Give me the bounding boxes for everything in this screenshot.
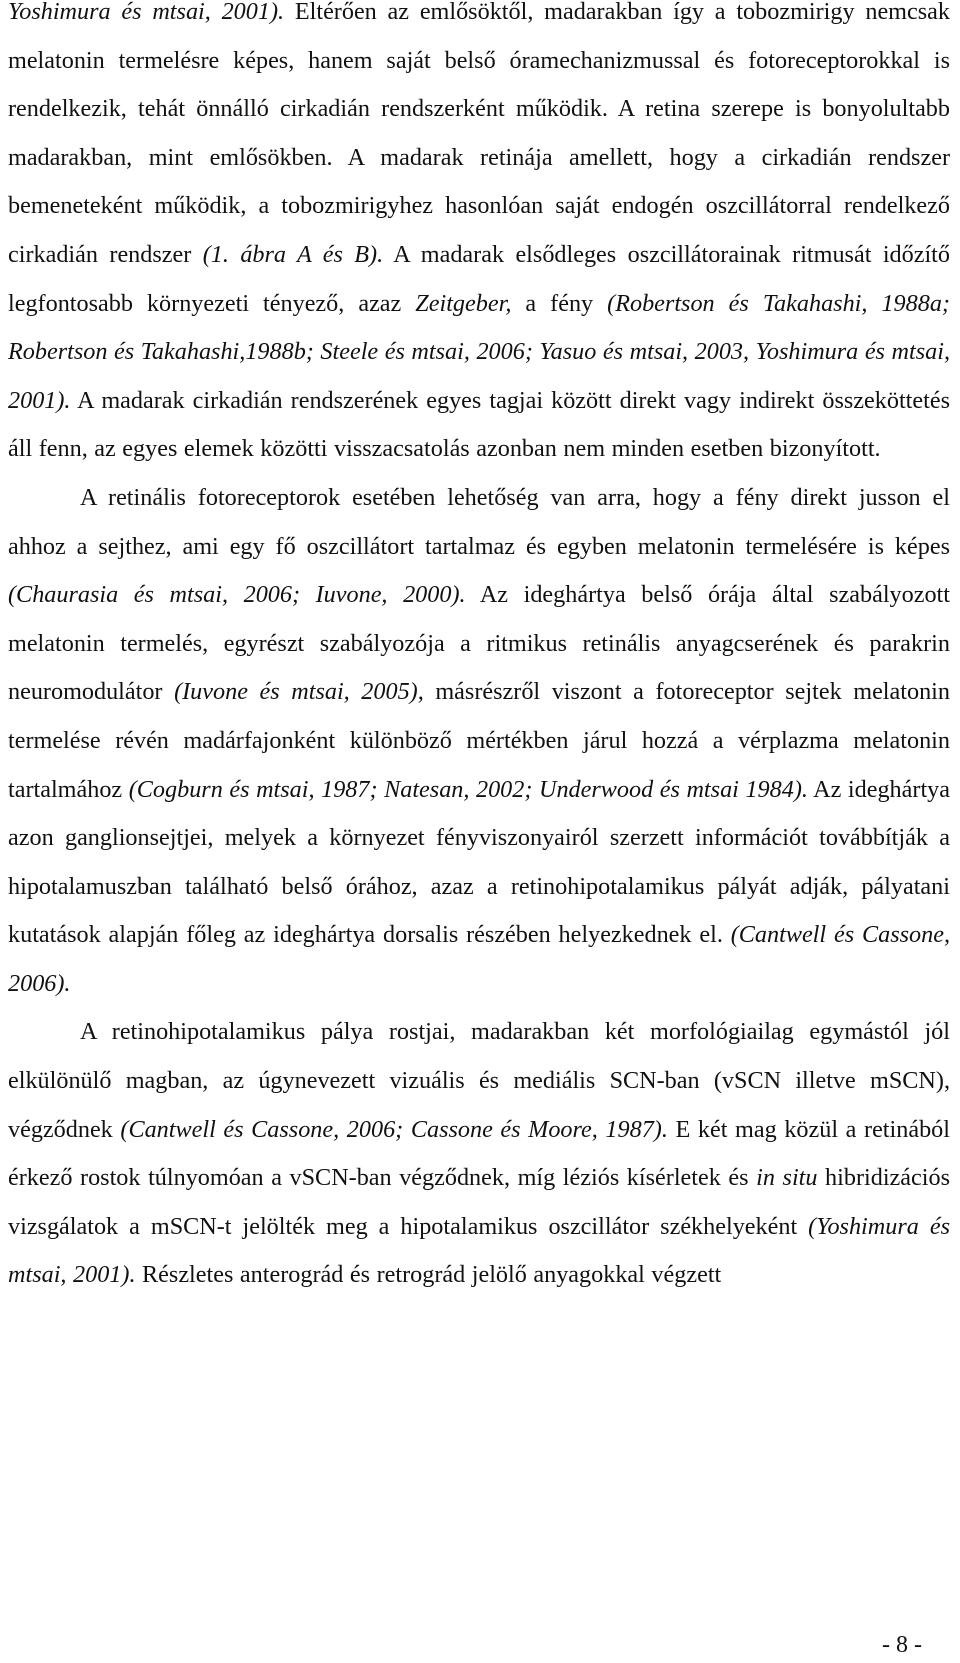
paragraph-text: E két mag közül a retinából érkező rostok túlnyomóan a vSCN-ban végződnek, míg léziós kísérletek és	[8, 1115, 950, 1192]
citation-text: (Yoshimura és mtsai, 2001).	[8, 1212, 950, 1289]
citation-text: (Iuvone és mtsai, 2005),	[174, 678, 424, 706]
paragraph-text: Részletes anterográd és retrográd jelölő anyagokkal végzett	[135, 1261, 722, 1289]
paragraph-1	[8, 0, 950, 474]
body-text	[8, 0, 950, 1300]
paragraph-text: A madarak cirkadián rendszerének egyes tagjai között direkt vagy indirekt összeköttetés áll fenn, az egyes elemek közötti visszacsatolás azonban nem minden esetben bizonyított.	[8, 386, 950, 463]
paragraph-text: hibridizációs vizsgálatok a mSCN-t jelölték meg a hipotalamikus oszcillátor székhelyeként	[8, 1164, 950, 1240]
paragraph-2	[8, 474, 950, 1009]
citation-text: (Robertson és Takahashi, 1988a; Robertson és Takahashi,1988b; Steele és mtsai, 2006; Yasuo és mtsai, 2003, Yoshimura és mtsai, 2001).	[8, 289, 950, 414]
paragraph-text: Az ideghártya azon ganglionsejtjei, melyek a környezet fényviszonyairól szerzett információt továbbítják a hipotalamuszban található belső órához, azaz a retinohipotalamikus pályát adják, pályatani kutatások alapján főleg az ideghártya dorsalis részében helyezkednek el.	[8, 775, 950, 949]
citation-text: (Cogburn és mtsai, 1987; Natesan, 2002; Underwood és mtsai 1984).	[128, 775, 808, 803]
paragraph-text: Eltérően az emlősöktől, madarakban így a tobozmirigy nemcsak melatonin termelésre képes, hanem saját belső óramechanizmussal és fotoreceptorokkal is rendelkezik, tehát önnálló cirkadián rendszerként működik. A retina szerepe is bonyolultabb madarakban, mint emlősökben. A madarak retinája amellett, hogy a cirkadián rendszer bemeneteként működik, a tobozmirigyhez hasonlóan saját endogén oszcillátorral rendelkező cirkadián rendszer	[8, 0, 950, 268]
citation-text: Yoshimura és mtsai, 2001).	[8, 0, 285, 25]
paragraph-text: A madarak elsődleges oszcillátorainak ritmusát időzítő legfontosabb környezeti tényező, azaz	[8, 240, 950, 317]
citation-text: Zeitgeber,	[415, 289, 512, 317]
citation-text: in situ	[756, 1164, 818, 1192]
citation-text: (1. ábra A és B).	[202, 240, 384, 268]
page-number: - 8 -	[882, 1632, 922, 1658]
citation-text: (Cantwell és Cassone, 2006; Cassone és Moore, 1987).	[120, 1115, 668, 1143]
paragraph-text: A retinohipotalamikus pálya rostjai, madarakban két morfológiailag egymástól jól elkülönülő magban, az úgynevezett vizuális és mediális SCN-ban (vSCN illetve mSCN), végződnek	[8, 1018, 950, 1143]
citation-text: (Chaurasia és mtsai, 2006; Iuvone, 2000).	[8, 581, 466, 609]
paragraph-text: másrészről viszont a fotoreceptor sejtek melatonin termelése révén madárfajonként különböző mértékben járul hozzá a vérplazma melatonin tartalmához	[8, 678, 950, 803]
paragraph-3	[8, 1008, 950, 1300]
paragraph-text: Az ideghártya belső órája által szabályozott melatonin termelés, egyrészt szabályozója a ritmikus retinális anyagcserének és parakrin neuromodulátor	[8, 581, 950, 706]
paragraph-text: A retinális fotoreceptorok esetében lehetőség van arra, hogy a fény direkt jusson el ahhoz a sejthez, ami egy fő oszcillátort tartalmaz és egyben melatonin termelésére is képes	[8, 483, 950, 560]
citation-text: (Cantwell és Cassone, 2006).	[8, 921, 950, 997]
paragraph-text: a fény	[511, 289, 608, 317]
